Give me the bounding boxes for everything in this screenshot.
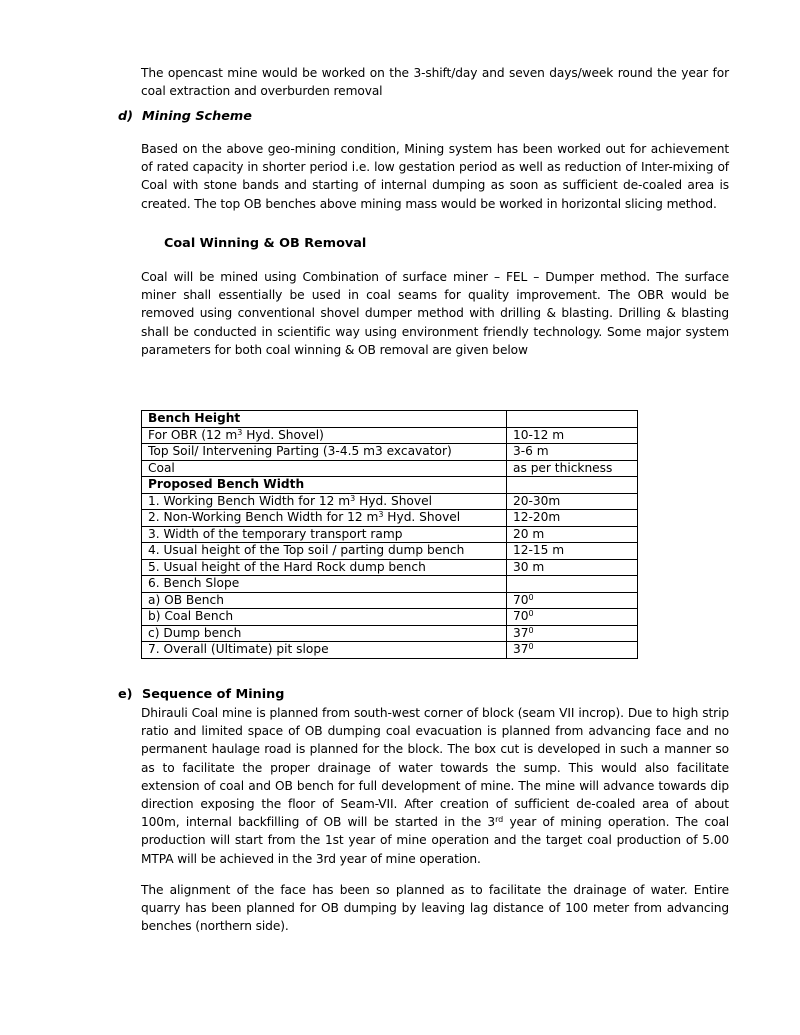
sequence-text-part-1: Dhirauli Coal mine is planned from south-west corner of block (seam VII incrop). Due to high strip ratio and limited space of OB dumping coal evacuation is planned from advancing face and no permanent haulage road is planned for the block. The box cut is developed in such a manner so as to facilitate the proper drainage of water towards the sump. This would also facilitate extension of coal and OB bench for full development of mine. The mine will advance towards dip direction exposing the floor of Seam-VII. After creation of sufficient de-coaled area of about 100m, internal backfilling of OB will be started in the 3 — [141, 706, 729, 830]
mining-scheme-paragraph: Based on the above geo-mining condition, Mining system has been worked out for achievement of rated capacity in shorter period i.e. low gestation period as well as reduction of Inter-mixing of Coal with stone bands and starting of internal dumping as soon as sufficient de-coaled area is created. The top OB benches above mining mass would be worked in horizontal slicing method. — [141, 142, 729, 211]
value-text: 70 — [513, 609, 529, 623]
parameter-text: Coal — [148, 460, 175, 475]
table-row — [142, 559, 638, 576]
section-e-marker: e) — [118, 687, 133, 702]
table-row — [142, 411, 638, 428]
parameter-text: 4. Usual height of the Top soil / parting dump bench — [148, 543, 465, 557]
parameter-text: 5. Usual height of the Hard Rock dump bench — [148, 559, 426, 574]
sequence-of-mining-paragraph — [141, 704, 729, 868]
parameter-text: b) Coal Bench — [148, 609, 234, 623]
parameter-text-suffix: Hyd. Shovel — [355, 493, 432, 508]
table-row — [142, 510, 638, 527]
value-cell — [507, 543, 638, 560]
value-cell — [507, 427, 638, 444]
table-row — [142, 609, 638, 626]
degree-superscript: 0 — [528, 609, 534, 618]
value-cell — [507, 609, 638, 626]
unit-superscript: 3 — [350, 493, 356, 503]
parameter-text: 7. Overall (Ultimate) pit slope — [148, 642, 329, 656]
intro-paragraph: The opencast mine would be worked on the 3-shift/day and seven days/week round the year for coal extraction and overburden removal — [141, 66, 729, 99]
value-text: 20-30m — [513, 493, 561, 508]
sequence-text-part-2: year of mining operation. The coal production will start from the 1st year of mine operation and the target coal production of 5.00 MTPA will be achieved in the 3rd year of mine operation. — [141, 815, 729, 866]
table-row — [142, 625, 638, 642]
degree-superscript: 0 — [528, 642, 534, 651]
section-e-heading — [118, 686, 284, 704]
table-row — [142, 576, 638, 593]
parameter-cell — [142, 592, 507, 609]
parameter-text: c) Dump bench — [148, 625, 242, 640]
parameter-cell — [142, 526, 507, 543]
degree-superscript: 0 — [528, 592, 534, 602]
table-row — [142, 493, 638, 510]
parameter-text: 6. Bench Slope — [148, 576, 240, 590]
parameter-cell — [142, 477, 507, 494]
table-row — [142, 444, 638, 461]
parameter-text: Proposed Bench Width — [148, 477, 305, 491]
parameter-cell — [142, 642, 507, 659]
unit-superscript: 3 — [378, 510, 384, 519]
parameter-cell — [142, 493, 507, 510]
value-text: 12-15 m — [513, 543, 565, 557]
parameter-cell — [142, 460, 507, 477]
value-cell — [507, 642, 638, 659]
coal-winning-paragraph: Coal will be mined using Combination of surface miner – FEL – Dumper method. The surface miner shall essentially be used in coal seams for quality improvement. The OBR would be removed using conventional shovel dumper method with drilling & blasting. Drilling & blasting shall be conducted in scientific way using environment friendly technology. Some major system parameters for both coal winning & OB removal are given below — [141, 270, 729, 357]
unit-superscript: 3 — [237, 427, 243, 437]
table-row — [142, 427, 638, 444]
parameter-cell — [142, 576, 507, 593]
parameter-cell — [142, 411, 507, 428]
value-text: as per thickness — [513, 460, 613, 475]
system-parameters-table — [141, 410, 638, 659]
value-cell — [507, 576, 638, 593]
value-cell — [507, 477, 638, 494]
section-d-heading — [118, 108, 252, 126]
parameter-cell — [142, 444, 507, 461]
value-cell — [507, 411, 638, 428]
value-cell — [507, 592, 638, 609]
degree-superscript: 0 — [528, 625, 534, 635]
value-cell — [507, 460, 638, 477]
section-d-title: Mining Scheme — [142, 109, 252, 124]
parameter-text-suffix: Hyd. Shovel) — [242, 427, 324, 442]
value-text: 37 — [513, 642, 529, 656]
parameter-text: For OBR (12 m — [148, 427, 238, 442]
value-cell — [507, 526, 638, 543]
parameter-text: Bench Height — [148, 411, 241, 425]
table-row — [142, 592, 638, 609]
value-cell — [507, 625, 638, 642]
table-row — [142, 460, 638, 477]
value-text: 30 m — [513, 559, 545, 574]
parameter-text: 3. Width of the temporary transport ramp — [148, 526, 403, 541]
value-cell — [507, 444, 638, 461]
value-text: 20 m — [513, 526, 545, 541]
parameter-cell — [142, 543, 507, 560]
parameter-cell — [142, 427, 507, 444]
parameter-text-suffix: Hyd. Shovel — [383, 510, 461, 524]
value-text: 10-12 m — [513, 427, 565, 442]
value-text: 3-6 m — [513, 444, 549, 458]
parameter-text: a) OB Bench — [148, 592, 224, 607]
table-row — [142, 543, 638, 560]
parameter-cell — [142, 510, 507, 527]
face-alignment-paragraph: The alignment of the face has been so planned as to facilitate the drainage of water. Entire quarry has been planned for OB dumping by leaving lag distance of 100 meter from advancing benches (northern side). — [141, 883, 729, 934]
parameter-text: 2. Non-Working Bench Width for 12 m — [148, 510, 379, 524]
parameter-text: Top Soil/ Intervening Parting (3-4.5 m3 excavator) — [148, 444, 452, 458]
parameter-cell — [142, 609, 507, 626]
table-row — [142, 642, 638, 659]
ordinal-superscript: rd — [495, 815, 504, 825]
parameter-cell — [142, 625, 507, 642]
value-text: 37 — [513, 625, 529, 640]
value-cell — [507, 559, 638, 576]
parameter-text: 1. Working Bench Width for 12 m — [148, 493, 351, 508]
section-d-marker: d) — [118, 109, 134, 124]
value-text: 70 — [513, 592, 529, 607]
value-cell — [507, 493, 638, 510]
table-row — [142, 526, 638, 543]
table-row — [142, 477, 638, 494]
value-text: 12-20m — [513, 510, 561, 524]
value-cell — [507, 510, 638, 527]
coal-winning-subheading: Coal Winning & OB Removal — [164, 236, 367, 251]
parameter-cell — [142, 559, 507, 576]
section-e-title: Sequence of Mining — [142, 687, 285, 702]
